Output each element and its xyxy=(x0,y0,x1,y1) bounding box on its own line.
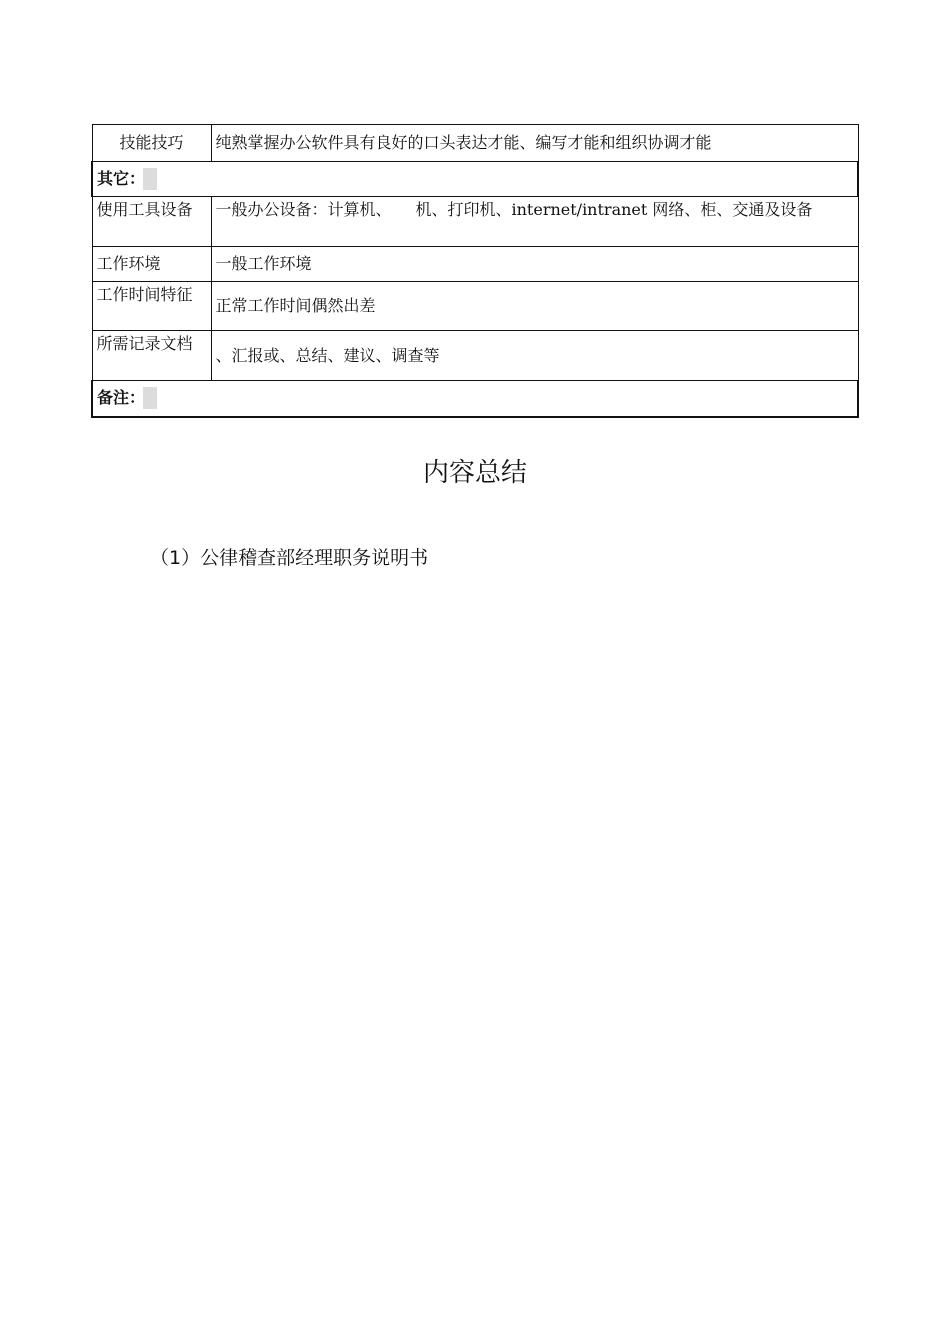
work-time-label: 工作时间特征 xyxy=(92,282,211,331)
table-row xyxy=(92,197,858,247)
skills-value: 纯熟掌握办公软件具有良好的口头表达才能、编写才能和组织协调才能 xyxy=(211,125,858,162)
records-label: 所需记录文档 xyxy=(92,331,211,381)
skills-label: 技能技巧 xyxy=(92,125,211,162)
tools-label: 使用工具设备 xyxy=(92,197,211,247)
table-row xyxy=(92,331,858,381)
records-value: 、汇报或、总结、建议、调查等 xyxy=(211,331,858,381)
tools-value: 一般办公设备：计算机、 机、打印机、internet/intranet 网络、柜、交通及设备 xyxy=(211,197,858,247)
section-row xyxy=(92,162,858,197)
notes-section-heading: 备注： xyxy=(97,387,157,409)
work-time-value: 正常工作时间偶然出差 xyxy=(211,282,858,331)
environment-label: 工作环境 xyxy=(92,247,211,282)
section-row xyxy=(92,381,858,417)
environment-value: 一般工作环境 xyxy=(211,247,858,282)
table-row xyxy=(92,247,858,282)
other-section-heading: 其它： xyxy=(97,168,157,190)
job-description-table xyxy=(91,124,859,418)
table-row xyxy=(92,282,858,331)
summary-title: 内容总结 xyxy=(422,458,527,488)
summary-item: （1）公律稽查部经理职务说明书 xyxy=(150,547,429,569)
table-row xyxy=(92,125,858,162)
